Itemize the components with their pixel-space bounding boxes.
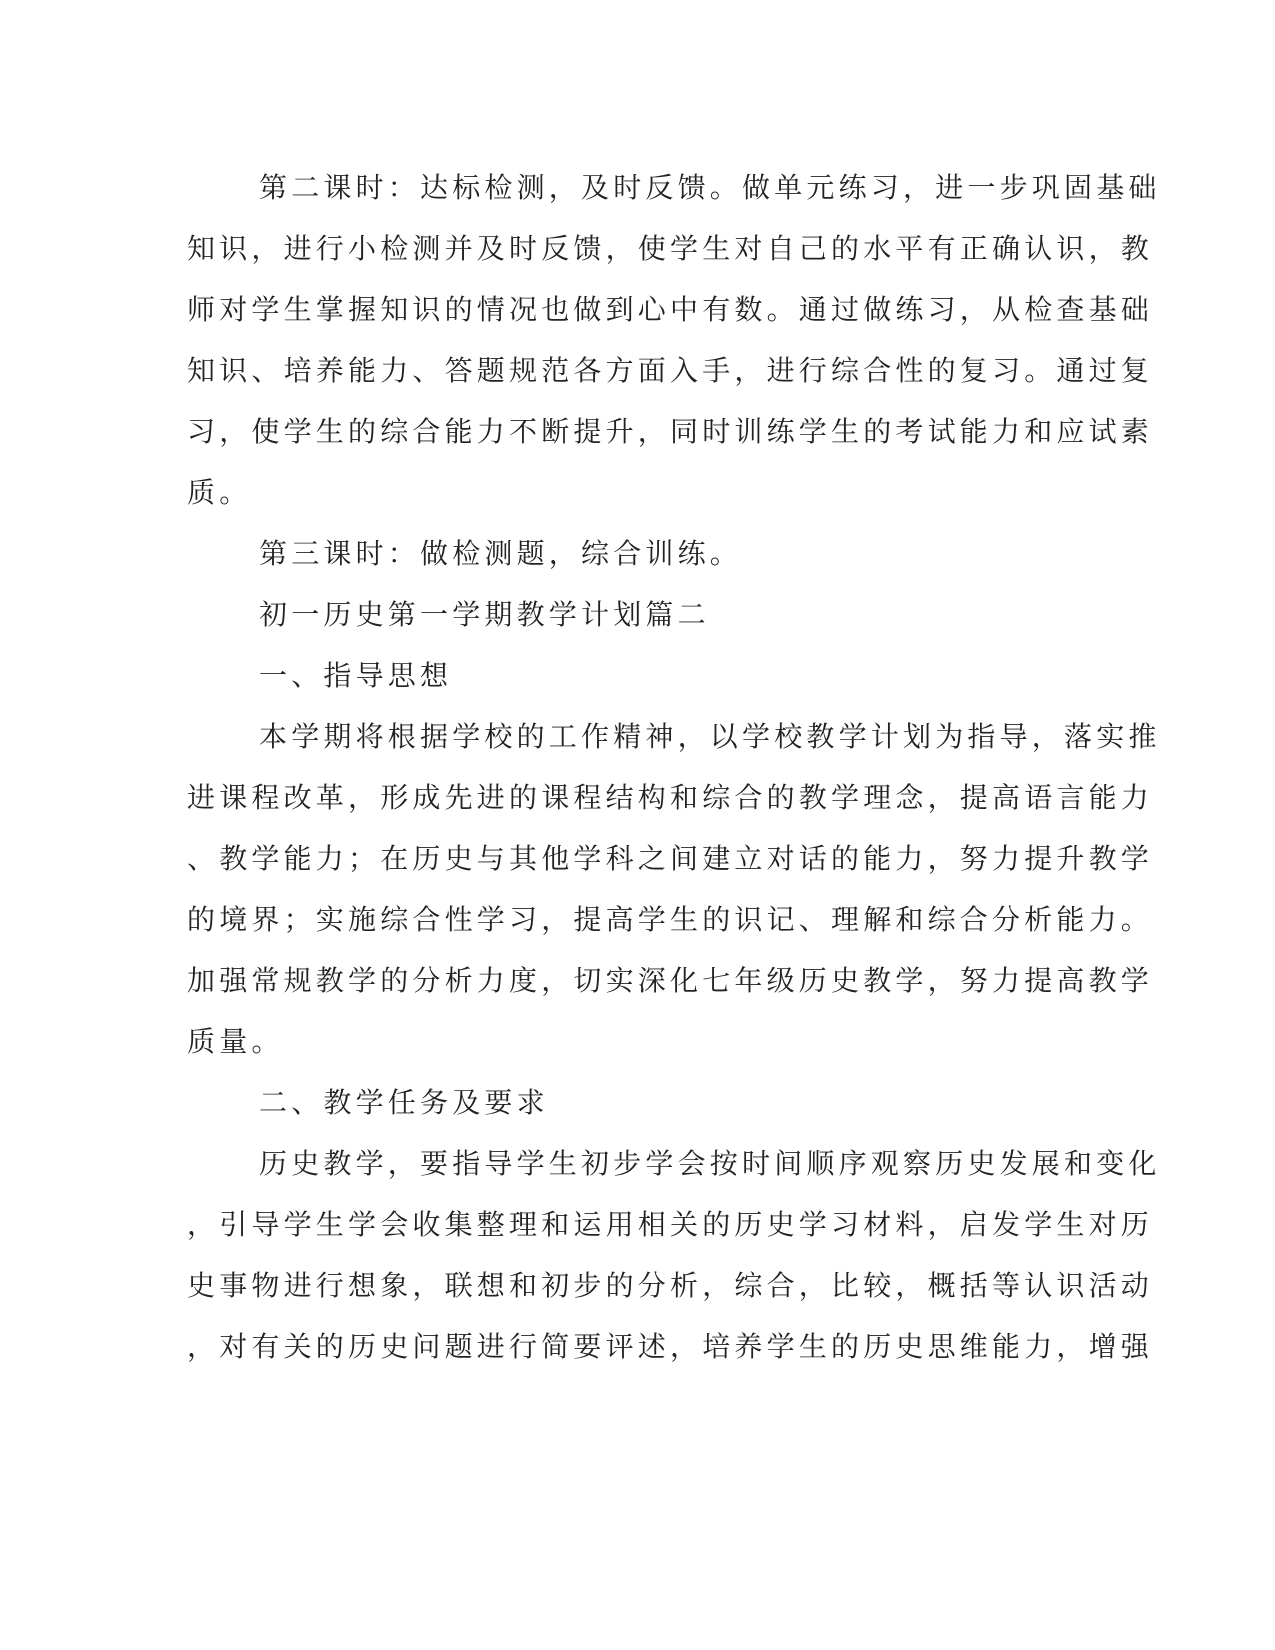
paragraph-guiding-line-6: 质量。	[187, 1025, 284, 1058]
paragraph-guiding-line-5: 加强常规教学的分析力度，切实深化七年级历史教学，努力提高教学	[187, 964, 1154, 997]
paragraph-tasks-line-1: 历史教学，要指导学生初步学会按时间顺序观察历史发展和变化	[259, 1147, 1161, 1180]
paragraph-tasks-line-2: ，引导学生学会收集整理和运用相关的历史学习材料，启发学生对历	[187, 1208, 1154, 1241]
paragraph-lesson2-line-3: 师对学生掌握知识的情况也做到心中有数。通过做练习，从检查基础	[187, 293, 1154, 326]
paragraph-lesson3: 第三课时：做检测题，综合训练。	[259, 537, 743, 570]
paragraph-lesson2-line-6: 质。	[187, 476, 252, 509]
paragraph-guiding-line-1: 本学期将根据学校的工作精神，以学校教学计划为指导，落实推	[259, 720, 1161, 753]
paragraph-lesson2-line-1: 第二课时：达标检测，及时反馈。做单元练习，进一步巩固基础	[259, 171, 1161, 204]
paragraph-lesson2-line-4: 知识、培养能力、答题规范各方面入手，进行综合性的复习。通过复	[187, 354, 1154, 387]
heading-teaching-tasks: 二、教学任务及要求	[259, 1086, 549, 1119]
paragraph-lesson2-line-5: 习，使学生的综合能力不断提升，同时训练学生的考试能力和应试素	[187, 415, 1154, 448]
paragraph-tasks-line-3: 史事物进行想象，联想和初步的分析，综合，比较，概括等认识活动	[187, 1269, 1154, 1302]
paragraph-guiding-line-2: 进课程改革，形成先进的课程结构和综合的教学理念，提高语言能力	[187, 781, 1154, 814]
heading-guiding-thought: 一、指导思想	[259, 659, 453, 692]
paragraph-lesson2-line-2: 知识，进行小检测并及时反馈，使学生对自己的水平有正确认识，教	[187, 232, 1154, 265]
document-body	[187, 157, 1161, 1377]
section-heading-part2: 初一历史第一学期教学计划篇二	[259, 598, 710, 631]
paragraph-tasks-line-4: ，对有关的历史问题进行简要评述，培养学生的历史思维能力，增强	[187, 1330, 1154, 1363]
paragraph-guiding-line-4: 的境界；实施综合性学习，提高学生的识记、理解和综合分析能力。	[187, 903, 1154, 936]
paragraph-guiding-line-3: 、教学能力；在历史与其他学科之间建立对话的能力，努力提升教学	[187, 842, 1154, 875]
